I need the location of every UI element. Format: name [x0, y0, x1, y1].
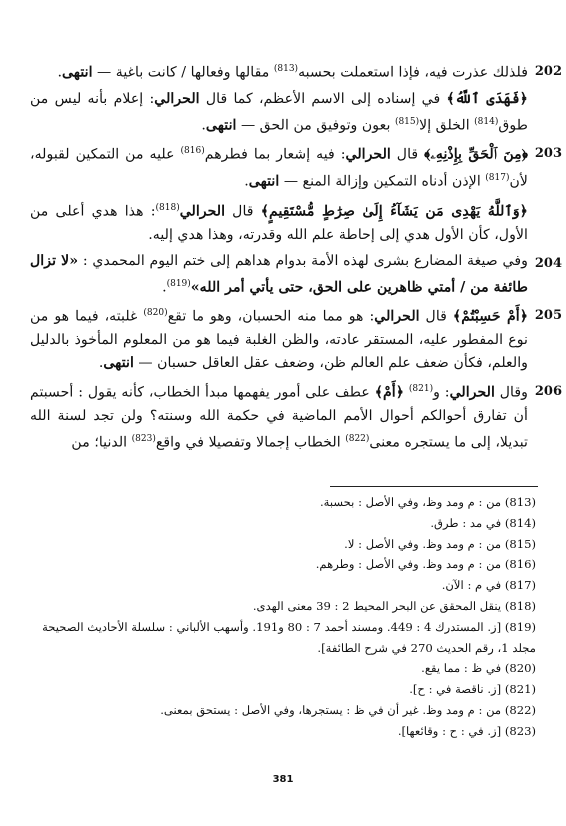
section-number: 205 — [534, 308, 562, 324]
paragraph — [30, 302, 562, 375]
text-run: . — [201, 117, 206, 134]
emphasis-text: الحرالي — [345, 147, 391, 164]
footnote-number: (816) — [504, 557, 536, 572]
footnote-number: (815) — [504, 536, 536, 551]
text-run: عليه من التمكين لقبوله، لأن — [30, 147, 528, 190]
footnote-reference[interactable]: (822) — [345, 433, 370, 444]
footnote — [30, 658, 538, 679]
footnote — [30, 513, 538, 534]
quran-quote: ﴿وَٱللَّهُ يَهْدِى مَن يَشَآءُ إِلَىٰ صِرَٰطٍ مُّسْتَقِيمٍ﴾ — [260, 203, 528, 220]
section-number: 204 — [534, 255, 562, 271]
text-run: في إسناده إلى الاسم الأعظم، كما قال — [199, 90, 447, 107]
footnote — [30, 700, 538, 721]
text-run: . — [244, 173, 249, 190]
emphasis-text: الحرالي — [449, 384, 495, 401]
footnote-text: من : م ومد وظ، وفي الأصل : بحسبة. — [319, 495, 505, 509]
footnote-number: (817) — [504, 578, 536, 593]
footnote-text: من : م ومد وظ. وفي الأصل : وطرهم. — [315, 557, 505, 572]
quran-quote: ﴿أَمْ﴾ — [374, 384, 405, 401]
text-run: الدنيا؛ من — [71, 434, 132, 451]
text-run: الخطاب إجمالا وتفصيلا في واقع — [155, 434, 346, 451]
emphasis-text: الحرالي — [154, 90, 200, 107]
text-run: قال — [390, 147, 425, 164]
footnote-number: (821) — [504, 682, 536, 697]
text-run: عطف على أمور يفهمها مبدأ الخطاب، كأنه يقول : أحسبتم أن تفارق أحوالكم أحوال الأمم الماضية في حكمة الله وسنته؟ ولن تجد لسنة الله تبديلا، إلى ما يستجره معنى — [30, 384, 528, 451]
text-run: وفي صيغة المضارع بشرى لهذه الأمة بدوام هداهم إلى ختم اليوم المحمدي : — [78, 252, 528, 269]
emphasis-text: انتهى — [103, 355, 134, 372]
footnote-text: [ز. ناقصة في : ح]. — [409, 682, 505, 697]
text-run: . — [98, 355, 104, 372]
footnote-text: في م : الآن. — [441, 578, 505, 593]
section-number: 203 — [534, 146, 562, 162]
footnote — [30, 534, 538, 555]
footnote-reference[interactable]: (816) — [180, 146, 205, 157]
footnote-text: في ظ : مما يقع. — [421, 661, 505, 676]
emphasis-text: انتهى — [248, 173, 280, 190]
quran-quote: ﴿أَمْ حَسِبْتُمْ﴾ — [452, 309, 529, 326]
text-run: الإذن أدناه التمكين وإزالة المنع — — [279, 173, 486, 190]
footnote-number: (818) — [504, 598, 536, 613]
footnote-reference[interactable]: (817) — [485, 173, 510, 184]
text-run: : هو مما منه الحسبان، وهو ما تقع — [167, 309, 375, 326]
footnote-reference[interactable]: (820) — [143, 308, 168, 319]
text-run: : إعلام بأنه ليس من طوق — [30, 90, 528, 134]
emphasis-text: الحرالي — [179, 203, 226, 220]
quran-quote: ﴿مِنَ ٱلْحَقِّ بِإِذْنِهِۦ﴾ — [424, 147, 529, 164]
main-text — [30, 58, 562, 458]
footnote-text: في مد : طرق. — [430, 515, 505, 530]
footnote-separator — [330, 486, 538, 487]
footnote — [30, 596, 538, 617]
footnote-number: (813) — [504, 495, 536, 509]
footnote — [30, 575, 538, 596]
section-number: 206 — [534, 384, 562, 400]
footnote-text: من : م ومد وظ. وفي الأصل : لا. — [344, 536, 505, 551]
footnote-reference[interactable]: (813) — [273, 64, 299, 74]
footnote-reference[interactable]: (819) — [166, 278, 191, 289]
footnote-reference[interactable]: (818) — [155, 202, 180, 213]
emphasis-text: انتهى — [205, 117, 237, 134]
footnote-text: ينقل المحقق عن البحر المحيط 2 : 39 معنى الهدى. — [252, 598, 505, 613]
text-run: فلذلك عذرت فيه، فإذا استعملت بحسبه — [298, 64, 528, 81]
footnote-text: من : م ومد وظ. غير أن في ظ : يستجرها، وفي الأصل : يستحق بمعنى. — [160, 702, 505, 717]
text-run: قال — [225, 203, 261, 220]
paragraph — [30, 58, 562, 85]
text-run: : فيه إشعار بما فطرهم — [204, 147, 346, 164]
footnote-reference[interactable]: (815) — [394, 116, 420, 127]
emphasis-text: انتهى — [61, 64, 93, 81]
emphasis-text: «لا تزال طائفة من / أمتي ظاهرين على الحق، حتى يأتي أمر الله» — [30, 252, 528, 296]
footnote-number: (814) — [504, 515, 536, 530]
footnote-number: (820) — [504, 661, 536, 676]
quran-quote: ﴿فَهَدَى ٱللَّهُ﴾ — [446, 90, 528, 107]
footnote-number: (823) — [504, 723, 536, 738]
footnote — [30, 492, 538, 513]
footnote-text: [ز. المستدرك 4 : 449. ومسند أحمد 7 : 80 و191. وأسهب الألباني : سلسلة الأحاديث الصحيحة مجلد 1، رقم الحديث 270 في شرح الطائفة]. — [42, 619, 536, 655]
text-run: . — [57, 64, 62, 81]
text-run: غلبته، فيما هو من نوع المفطور عليه، المستقر عادته، والظن الغلبة فيما هو من المعلوم المأخوذ بالدليل والعلم، فكأن ضعف علم العالم ظن، وضعف عقل العاقل حسبان — — [30, 309, 528, 372]
text-run: : هذا هدي أعلى من الأول، كأن الأول هدي إلى إحاطة علم الله وقدرته، وهذا هدي إليه. — [30, 203, 528, 243]
footnote-reference[interactable]: (814) — [474, 116, 499, 127]
footnote — [30, 554, 538, 575]
footnote-text: [ز. في : ح : وقائعها]. — [397, 723, 505, 738]
text-run: مقالها وفعالها / كانت باغية — — [92, 64, 274, 81]
footnote-reference[interactable]: (823) — [131, 433, 156, 444]
footnote — [30, 721, 538, 742]
paragraph — [30, 250, 562, 300]
paragraph — [30, 197, 550, 247]
text-run: : و — [433, 384, 450, 401]
footnote-number: (822) — [504, 702, 536, 717]
footnote — [30, 679, 538, 700]
text-run: قال — [419, 309, 453, 326]
text-run: وقال — [494, 384, 529, 401]
text-run: . — [162, 279, 167, 296]
section-number: 202 — [534, 64, 562, 79]
footnote-number: (819) — [504, 619, 536, 634]
footnotes — [30, 492, 538, 742]
page-number: 381 — [272, 774, 294, 785]
footnote — [30, 617, 538, 659]
emphasis-text: الحرالي — [374, 309, 420, 326]
footnote-reference[interactable]: (821) — [408, 384, 434, 395]
paragraph — [30, 378, 562, 454]
text-run: الخلق إلا — [419, 117, 475, 134]
text-run: بعون وتوفيق من الحق — — [236, 117, 395, 134]
paragraph — [30, 140, 562, 193]
paragraph — [30, 88, 550, 138]
